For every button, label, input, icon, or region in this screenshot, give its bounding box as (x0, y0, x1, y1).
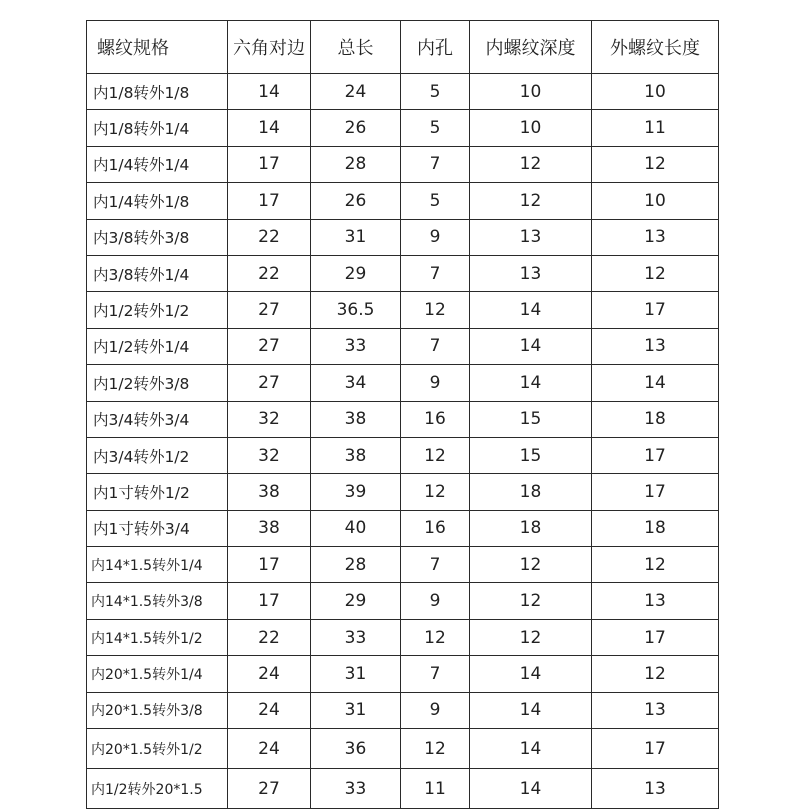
cell-thread-spec: 内1/4转外1/4 (87, 146, 228, 182)
cell-hex-flat: 27 (228, 292, 311, 328)
cell-inner-hole: 16 (401, 510, 470, 546)
cell-internal-thread-depth: 18 (470, 510, 592, 546)
cell-external-thread-length: 13 (592, 219, 719, 255)
cell-internal-thread-depth: 12 (470, 619, 592, 655)
table-row (87, 328, 719, 364)
cell-total-length: 26 (311, 183, 401, 219)
cell-total-length: 29 (311, 255, 401, 291)
table-row (87, 74, 719, 110)
spec-sheet (86, 20, 718, 799)
cell-external-thread-length: 17 (592, 729, 719, 769)
table-row (87, 437, 719, 473)
cell-thread-spec: 内1/2转外20*1.5 (87, 769, 228, 809)
cell-hex-flat: 27 (228, 769, 311, 809)
table-row (87, 547, 719, 583)
cell-total-length: 36 (311, 729, 401, 769)
cell-hex-flat: 27 (228, 365, 311, 401)
cell-external-thread-length: 12 (592, 656, 719, 692)
cell-total-length: 39 (311, 474, 401, 510)
cell-external-thread-length: 12 (592, 547, 719, 583)
table-row (87, 401, 719, 437)
cell-inner-hole: 5 (401, 74, 470, 110)
cell-hex-flat: 24 (228, 692, 311, 728)
cell-external-thread-length: 17 (592, 292, 719, 328)
cell-hex-flat: 27 (228, 328, 311, 364)
cell-thread-spec: 内20*1.5转外3/8 (87, 692, 228, 728)
cell-total-length: 24 (311, 74, 401, 110)
cell-inner-hole: 7 (401, 656, 470, 692)
header-internal-thread-depth: 内螺纹深度 (470, 21, 592, 74)
cell-hex-flat: 24 (228, 656, 311, 692)
cell-internal-thread-depth: 12 (470, 146, 592, 182)
table-row (87, 365, 719, 401)
cell-external-thread-length: 18 (592, 401, 719, 437)
cell-hex-flat: 22 (228, 255, 311, 291)
cell-internal-thread-depth: 18 (470, 474, 592, 510)
cell-hex-flat: 14 (228, 74, 311, 110)
cell-thread-spec: 内1寸转外3/4 (87, 510, 228, 546)
table-body (87, 74, 719, 809)
cell-total-length: 31 (311, 219, 401, 255)
cell-thread-spec: 内1/2转外3/8 (87, 365, 228, 401)
cell-total-length: 34 (311, 365, 401, 401)
cell-internal-thread-depth: 14 (470, 292, 592, 328)
cell-total-length: 33 (311, 619, 401, 655)
cell-inner-hole: 7 (401, 146, 470, 182)
cell-hex-flat: 32 (228, 401, 311, 437)
cell-total-length: 40 (311, 510, 401, 546)
cell-external-thread-length: 14 (592, 365, 719, 401)
cell-internal-thread-depth: 14 (470, 729, 592, 769)
cell-inner-hole: 5 (401, 183, 470, 219)
cell-total-length: 26 (311, 110, 401, 146)
header-inner-hole: 内孔 (401, 21, 470, 74)
cell-internal-thread-depth: 15 (470, 437, 592, 473)
cell-hex-flat: 17 (228, 146, 311, 182)
cell-inner-hole: 7 (401, 547, 470, 583)
table-row (87, 583, 719, 619)
cell-hex-flat: 32 (228, 437, 311, 473)
cell-hex-flat: 22 (228, 219, 311, 255)
table-row (87, 146, 719, 182)
table-row (87, 183, 719, 219)
cell-total-length: 28 (311, 547, 401, 583)
cell-total-length: 36.5 (311, 292, 401, 328)
cell-external-thread-length: 10 (592, 183, 719, 219)
cell-external-thread-length: 17 (592, 437, 719, 473)
cell-external-thread-length: 17 (592, 619, 719, 655)
cell-internal-thread-depth: 15 (470, 401, 592, 437)
cell-internal-thread-depth: 12 (470, 547, 592, 583)
cell-hex-flat: 38 (228, 510, 311, 546)
cell-hex-flat: 17 (228, 547, 311, 583)
table-row (87, 110, 719, 146)
cell-thread-spec: 内3/4转外1/2 (87, 437, 228, 473)
cell-inner-hole: 9 (401, 692, 470, 728)
cell-thread-spec: 内20*1.5转外1/2 (87, 729, 228, 769)
cell-internal-thread-depth: 10 (470, 110, 592, 146)
table-row (87, 510, 719, 546)
cell-external-thread-length: 13 (592, 692, 719, 728)
table-row (87, 619, 719, 655)
cell-thread-spec: 内1/8转外1/8 (87, 74, 228, 110)
cell-external-thread-length: 13 (592, 328, 719, 364)
table-row (87, 656, 719, 692)
table-row (87, 474, 719, 510)
cell-hex-flat: 24 (228, 729, 311, 769)
cell-thread-spec: 内3/8转外3/8 (87, 219, 228, 255)
cell-thread-spec: 内1/4转外1/8 (87, 183, 228, 219)
cell-inner-hole: 9 (401, 583, 470, 619)
header-total-length: 总长 (311, 21, 401, 74)
cell-internal-thread-depth: 10 (470, 74, 592, 110)
cell-thread-spec: 内3/8转外1/4 (87, 255, 228, 291)
cell-inner-hole: 11 (401, 769, 470, 809)
thread-spec-table (86, 20, 719, 809)
cell-inner-hole: 12 (401, 474, 470, 510)
cell-total-length: 38 (311, 401, 401, 437)
cell-thread-spec: 内20*1.5转外1/4 (87, 656, 228, 692)
cell-internal-thread-depth: 14 (470, 328, 592, 364)
cell-hex-flat: 14 (228, 110, 311, 146)
cell-thread-spec: 内3/4转外3/4 (87, 401, 228, 437)
cell-thread-spec: 内14*1.5转外3/8 (87, 583, 228, 619)
table-row (87, 255, 719, 291)
cell-total-length: 29 (311, 583, 401, 619)
cell-total-length: 28 (311, 146, 401, 182)
cell-hex-flat: 38 (228, 474, 311, 510)
header-external-thread-length: 外螺纹长度 (592, 21, 719, 74)
cell-total-length: 38 (311, 437, 401, 473)
cell-inner-hole: 16 (401, 401, 470, 437)
cell-thread-spec: 内1/2转外1/4 (87, 328, 228, 364)
cell-inner-hole: 12 (401, 729, 470, 769)
cell-inner-hole: 7 (401, 255, 470, 291)
cell-internal-thread-depth: 13 (470, 255, 592, 291)
cell-thread-spec: 内1寸转外1/2 (87, 474, 228, 510)
cell-inner-hole: 7 (401, 328, 470, 364)
cell-inner-hole: 9 (401, 219, 470, 255)
cell-hex-flat: 17 (228, 583, 311, 619)
cell-inner-hole: 9 (401, 365, 470, 401)
cell-external-thread-length: 11 (592, 110, 719, 146)
cell-inner-hole: 5 (401, 110, 470, 146)
table-row (87, 692, 719, 728)
cell-external-thread-length: 17 (592, 474, 719, 510)
table-row (87, 769, 719, 809)
cell-inner-hole: 12 (401, 437, 470, 473)
header-thread-spec: 螺纹规格 (87, 21, 228, 74)
cell-inner-hole: 12 (401, 292, 470, 328)
header-hex-flat: 六角对边 (228, 21, 311, 74)
cell-external-thread-length: 10 (592, 74, 719, 110)
cell-external-thread-length: 13 (592, 583, 719, 619)
cell-thread-spec: 内1/8转外1/4 (87, 110, 228, 146)
cell-total-length: 33 (311, 769, 401, 809)
cell-total-length: 31 (311, 692, 401, 728)
cell-hex-flat: 22 (228, 619, 311, 655)
cell-external-thread-length: 18 (592, 510, 719, 546)
table-row (87, 292, 719, 328)
cell-thread-spec: 内14*1.5转外1/4 (87, 547, 228, 583)
cell-internal-thread-depth: 12 (470, 183, 592, 219)
cell-internal-thread-depth: 13 (470, 219, 592, 255)
cell-total-length: 31 (311, 656, 401, 692)
cell-internal-thread-depth: 12 (470, 583, 592, 619)
cell-total-length: 33 (311, 328, 401, 364)
cell-inner-hole: 12 (401, 619, 470, 655)
cell-internal-thread-depth: 14 (470, 365, 592, 401)
cell-external-thread-length: 12 (592, 146, 719, 182)
cell-thread-spec: 内14*1.5转外1/2 (87, 619, 228, 655)
cell-internal-thread-depth: 14 (470, 656, 592, 692)
table-header-row (87, 21, 719, 74)
cell-hex-flat: 17 (228, 183, 311, 219)
cell-thread-spec: 内1/2转外1/2 (87, 292, 228, 328)
table-row (87, 729, 719, 769)
cell-external-thread-length: 13 (592, 769, 719, 809)
cell-internal-thread-depth: 14 (470, 692, 592, 728)
cell-external-thread-length: 12 (592, 255, 719, 291)
table-row (87, 219, 719, 255)
cell-internal-thread-depth: 14 (470, 769, 592, 809)
